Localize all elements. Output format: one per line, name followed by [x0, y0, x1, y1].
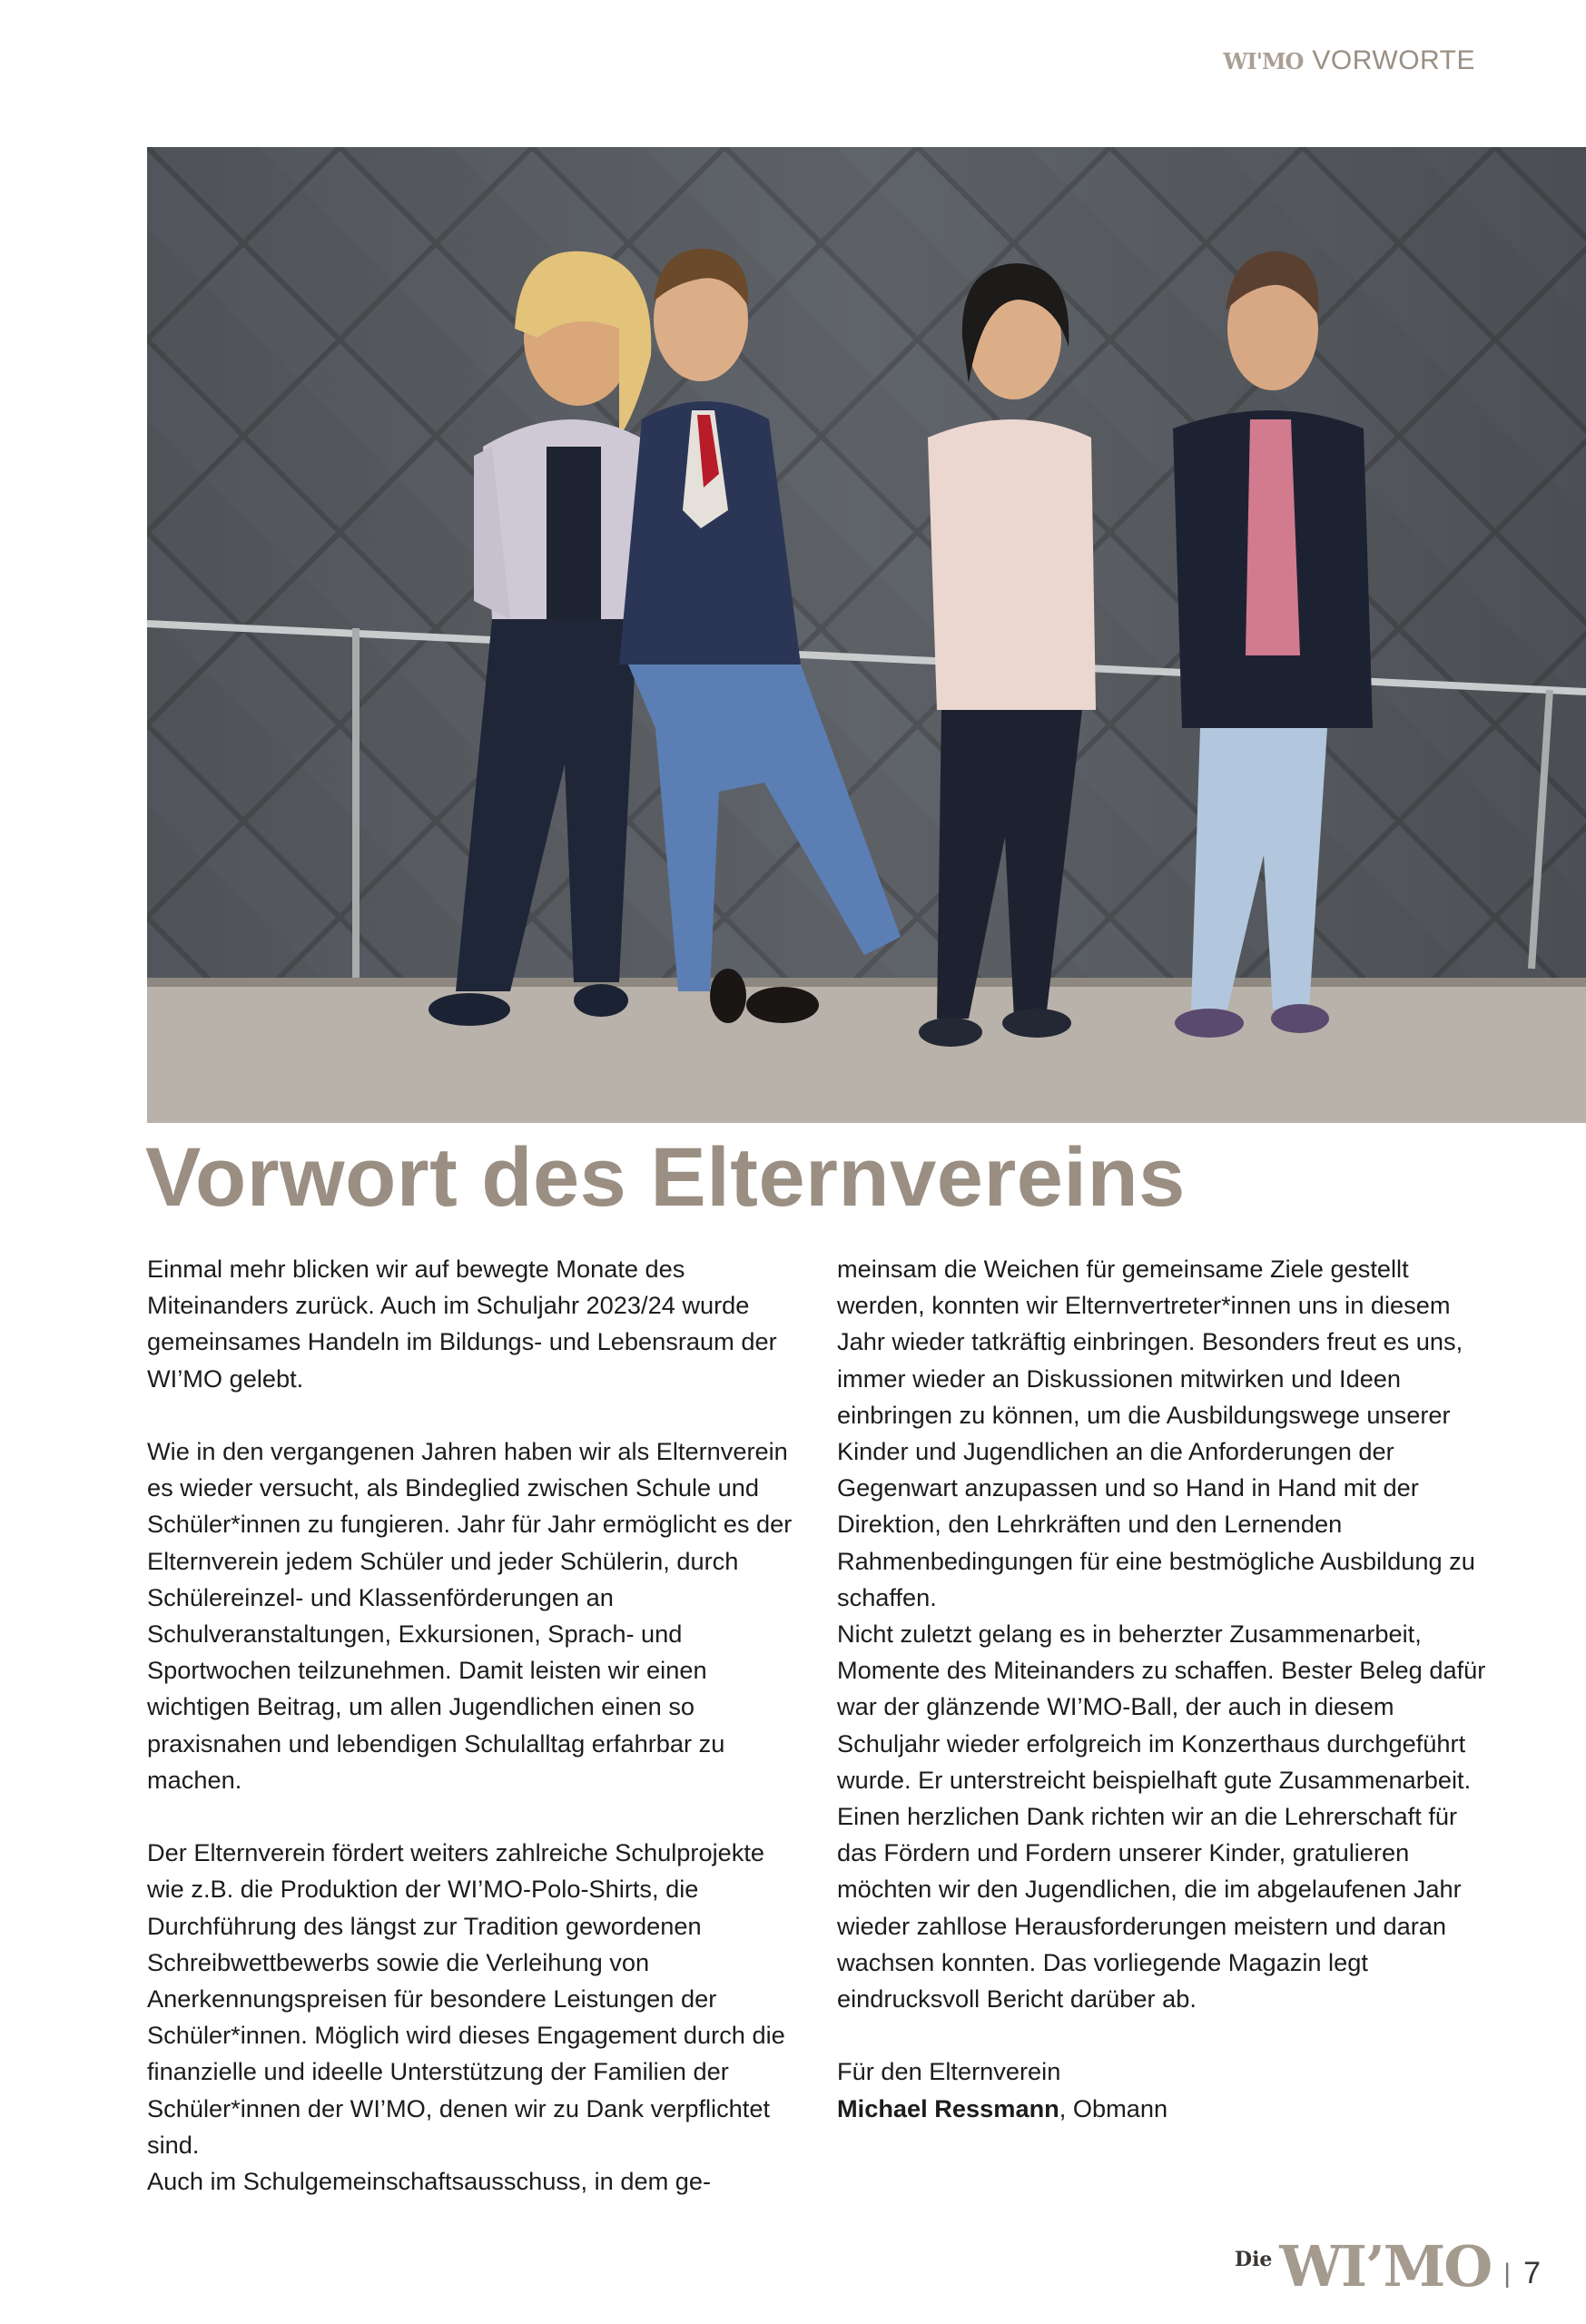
wimo-logo-small: WI'MO	[1223, 47, 1304, 74]
page-header	[1223, 45, 1475, 76]
footer-separator: |	[1503, 2259, 1512, 2289]
group-photo	[147, 147, 1586, 1123]
signature	[837, 2091, 1491, 2127]
paragraph: Der Elternverein fördert weiters zahlreiche Schulprojekte wie z.B. die Produktion der WI’MO-Polo-Shirts, die Durchführung des längst zur Tradition gewordenen Schreibwettbewerbs sowie die Verleihung von Anerkennungspreisen für besondere Leistungen der Schüler*innen. Möglich wird dieses Engagement durch die finanzielle und ideelle Unterstützung der Familien der Schüler*innen der WI’MO, denen wir zu Dank verpflichtet sind.	[147, 1838, 785, 2159]
page-footer	[1234, 2233, 1541, 2299]
paragraph: Einen herzlichen Dank richten wir an die Lehrerschaft für das Fördern und Fordern unserer Kinder, gratulieren möchten wir den Jugendlichen, die im abgelaufenen Jahr wieder zahllose Herausforderungen meistern und daran wachsen konnten. Das vorliegende Magazin legt eindrucksvoll Bericht darüber ab.	[837, 1802, 1462, 2014]
wimo-logo: WI’MO	[1279, 2233, 1492, 2299]
signature-role: , Obmann	[1059, 2093, 1168, 2122]
paragraph: meinsam die Weichen für gemeinsame Ziele gestellt werden, konnten wir Elternvertreter*innen uns in diesem Jahr wieder tatkräftig einbringen. Besonders freut es uns, immer wieder an Diskussionen mitwirken und Ideen einbringen zu können, um die Ausbildungswege unserer Kinder und Jugendlichen an die Anforderungen der Gegenwart anzupassen und so Hand in Hand mit der Direktion, den Lehrkräften und den Lernenden Rahmenbedingungen für eine bestmögliche Ausbildung zu schaffen.	[837, 1255, 1475, 1611]
signature-line: Für den Elternverein	[837, 2057, 1061, 2086]
paragraph: Wie in den vergangenen Jahren haben wir als Elternverein es wieder versucht, als Bindeglied zwischen Schule und Schüler*innen zu fungieren. Jahr für Jahr ermöglicht es der Elternverein jedem Schüler und jeder Schülerin, durch Schülereinzel- und Klassenförderungen an Schulveranstaltungen, Exkursionen, Sprach- und Sportwochen teilzunehmen. Damit leisten wir einen wichtigen Beitrag, um allen Jugendlichen einen so praxisnahen und lebendigen Schulalltag erfahrbar zu machen.	[147, 1437, 793, 1794]
page-number: 7	[1523, 2256, 1541, 2290]
paragraph: Nicht zuletzt gelang es in beherzter Zusammenarbeit, Momente des Miteinanders zu schaffen. Bester Beleg dafür war der glänzende WI’MO-Ball, der auch in diesem Schuljahr wieder erfolgreich im Konzerthaus durchgeführt wurde. Er unterstreicht beispielhaft gute Zusammenarbeit.	[837, 1620, 1486, 1794]
text-column-left	[147, 1251, 801, 2200]
footer-die: Die	[1234, 2248, 1273, 2271]
paragraph: Auch im Schulgemeinschaftsausschuss, in dem ge-	[147, 2167, 712, 2196]
signature-name: Michael Ressmann	[837, 2093, 1059, 2122]
paragraph: Einmal mehr blicken wir auf bewegte Monate des Miteinanders zurück. Auch im Schuljahr 2023/24 wurde gemeinsames Handeln im Bildungs- und Lebensraum der WI’MO gelebt.	[147, 1255, 777, 1393]
article-title: Vorwort des Elternvereins	[145, 1131, 1186, 1224]
text-column-right	[837, 1251, 1491, 2127]
section-label: VORWORTE	[1312, 45, 1475, 75]
